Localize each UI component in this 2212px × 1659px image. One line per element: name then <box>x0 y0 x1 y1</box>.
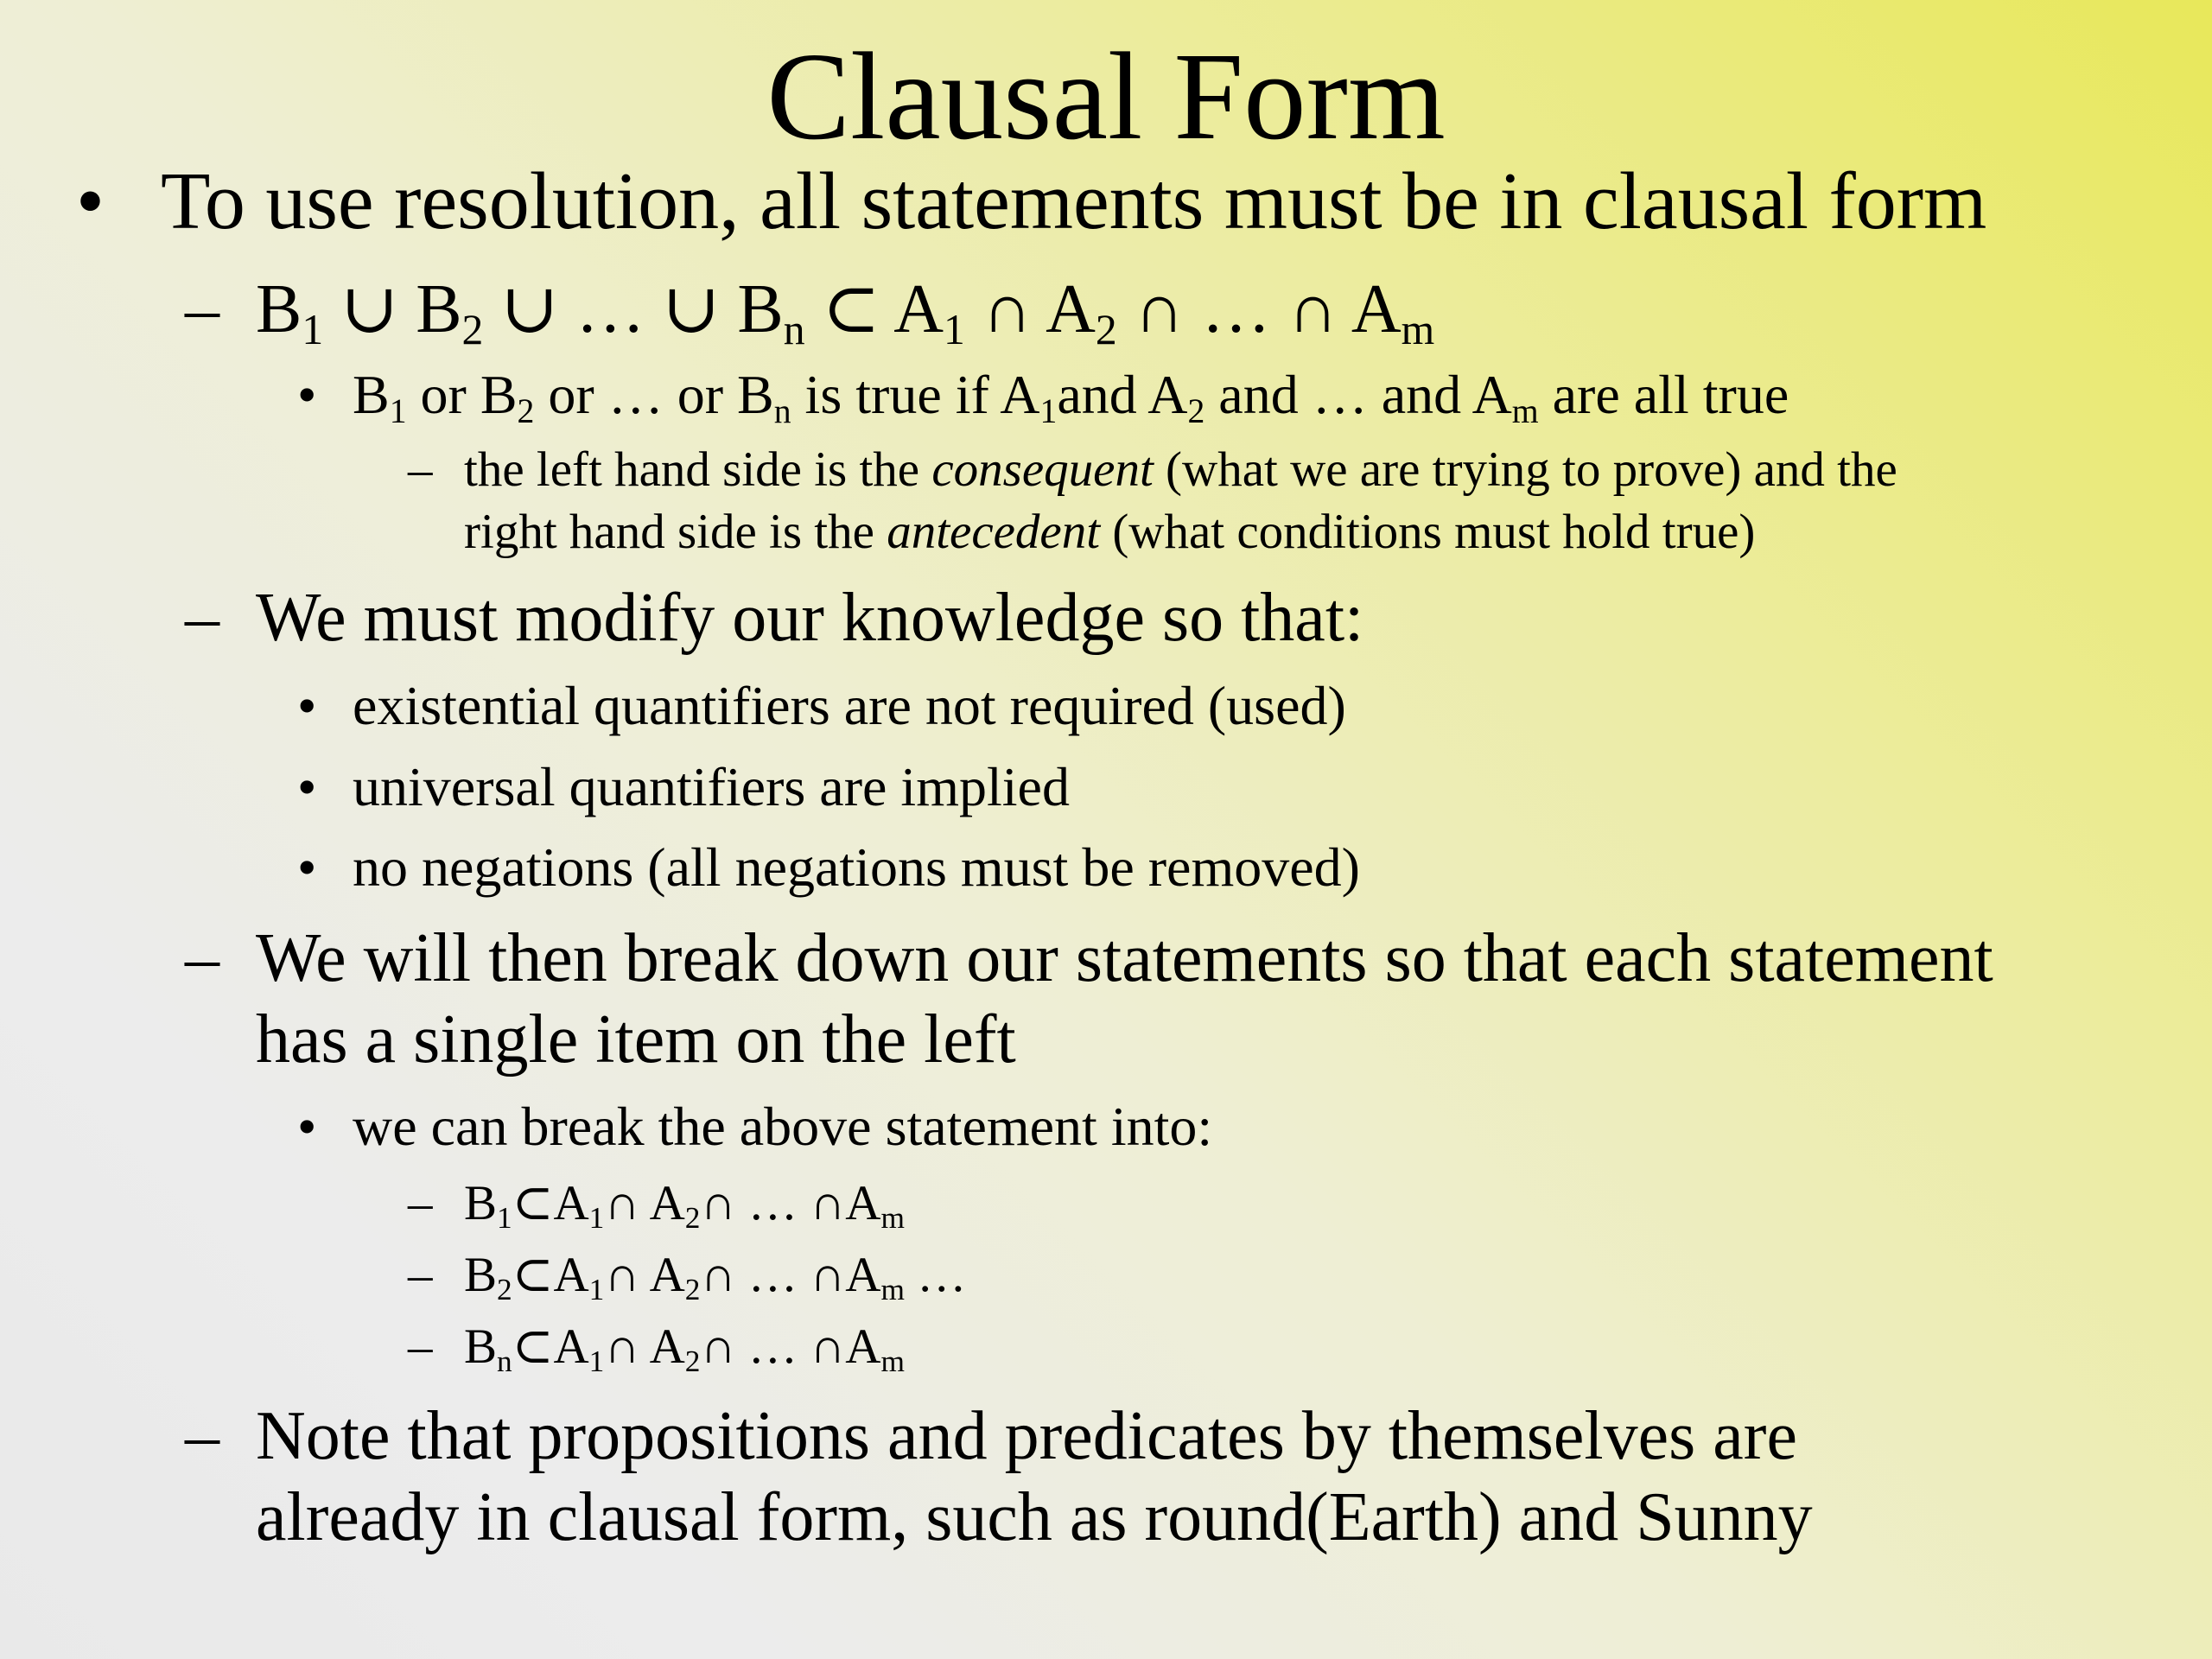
bullet-marker: • <box>76 156 105 246</box>
slide-title: Clausal Form <box>766 28 1446 166</box>
dash-marker: – <box>408 1319 433 1374</box>
bullet-universal: universal quantifiers are implied <box>353 756 1070 817</box>
dash-marker: – <box>185 580 219 656</box>
clause-b1: $B_1\subset A_1\cap$ $A_2\cap$ … $\cap A_m$ <box>464 1176 905 1235</box>
bullet-existential: existential quantifiers are not required (used) <box>353 675 1346 736</box>
formula-reading: $B_1$ or $B_2$ or … or $B_n$ is true if $A_1and$ $A_2$ and … and $A_m$ are all true <box>353 364 1789 431</box>
modify-knowledge: We must modify our knowledge so that: <box>256 580 1364 656</box>
break-down-line2: has a single item on the left <box>256 1001 1016 1077</box>
antecedent-line: right hand side is the antecedent (what conditions must hold true) <box>464 505 1756 559</box>
note-line2: already in clausal form, such as round(Earth) and Sunny <box>256 1479 1813 1555</box>
bullet-marker: • <box>297 1096 317 1157</box>
bullet-break-into: we can break the above statement into: <box>353 1096 1213 1157</box>
dash-marker: – <box>185 1398 219 1474</box>
break-down-line1: We will then break down our statements so that each statement <box>256 920 1993 996</box>
dash-marker: – <box>408 1176 433 1230</box>
clause-bn: $B_n\subset A_1\cap$ $A_2\cap$ … $\cap A_m$ <box>464 1319 905 1378</box>
bullet-marker: • <box>297 836 317 898</box>
clause-formula: $B_1$ ∪ $B_2$ ∪ … ∪ $B_n$ ⊂ $A_1$ ∩ $A_2$ ∩ … ∩ $A_m$ <box>256 271 1435 353</box>
note-line1: Note that propositions and predicates by themselves are <box>256 1398 1797 1474</box>
clause-b2: $B_2\subset A_1\cap$ $A_2\cap$ … $\cap A_m$ … <box>464 1248 967 1306</box>
dash-marker: – <box>185 920 219 996</box>
bullet-marker: • <box>297 364 317 425</box>
dash-marker: – <box>408 442 433 497</box>
dash-marker: – <box>408 1248 433 1302</box>
dash-marker: – <box>185 271 219 347</box>
bullet-marker: • <box>297 675 317 736</box>
consequent-line: the left hand side is the consequent (what we are trying to prove) and the <box>464 442 1897 497</box>
bullet-negations: no negations (all negations must be removed) <box>353 836 1360 898</box>
bullet-resolution-clausal: To use resolution, all statements must be in clausal form <box>161 156 1987 246</box>
bullet-marker: • <box>297 756 317 817</box>
